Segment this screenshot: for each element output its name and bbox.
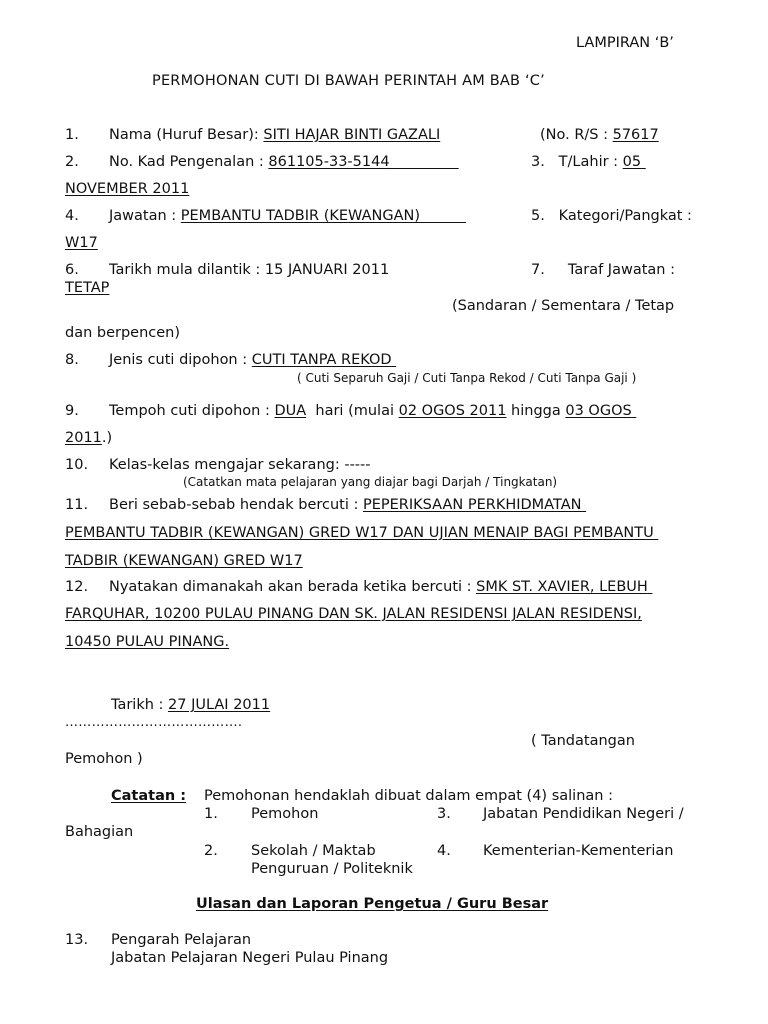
item-12: 12. Nyatakan dimanakah akan berada ketika bercuti : SMK ST. XAVIER, LEBUH <box>65 579 648 595</box>
name-field: SITI HAJAR BINTI GAZALI <box>263 127 441 143</box>
item-11: 11. Beri sebab-sebab hendak bercuti : PEPERIKSAAN PERKHIDMATAN <box>65 497 582 513</box>
item-13: 13. Pengarah Pelajaran <box>65 932 252 948</box>
lokasi-line-2: FARQUHAR, 10200 PULAU PINANG DAN SK. JALAN RESIDENSI JALAN RESIDENSI, <box>65 606 642 622</box>
item-2: 2. No. Kad Pengenalan : 861105-33-5144 <box>65 154 390 170</box>
pangkat-value: W17 <box>65 235 98 251</box>
catatan-item-1: Pemohon <box>251 806 319 822</box>
jenis-cuti-value: CUTI TANPA REKOD <box>251 352 392 368</box>
catatan-item-3-cont: Bahagian <box>65 824 134 840</box>
catatan-text: Pemohonan hendaklah dibuat dalam empat (4) salinan : <box>204 788 613 804</box>
signature-label-b: Pemohon ) <box>65 751 143 767</box>
item-9: 9. Tempoh cuti dipohon : DUA hari (mulai 02 OGOS 2011 hingga 03 OGOS <box>65 403 632 419</box>
tarikh-dilantik: 15 JANUARI 2011 <box>264 262 390 278</box>
lokasi-line-3: 10450 PULAU PINANG. <box>65 634 230 650</box>
item-5: 5. Kategori/Pangkat : <box>531 208 692 224</box>
item-8: 8. Jenis cuti dipohon : CUTI TANPA REKOD <box>65 352 392 368</box>
sebab-line-2: PEMBANTU TADBIR (KEWANGAN) GRED W17 DAN UJIAN MENAIP BAGI PEMBANTU <box>65 525 654 541</box>
item-6: 6. Tarikh mula dilantik : 15 JANUARI 2011 <box>65 262 390 278</box>
item-13-line-2: Jabatan Pelajaran Negeri Pulau Pinang <box>111 950 389 966</box>
taraf-value: TETAP <box>65 280 110 296</box>
catatan-item-2-cont: Penguruan / Politeknik <box>251 861 413 877</box>
taraf-note-b: dan berpencen) <box>65 325 181 341</box>
catatan-item-3: Jabatan Pendidikan Negeri / <box>483 806 684 822</box>
section-title: Ulasan dan Laporan Pengetua / Guru Besar <box>196 896 549 912</box>
tarikh-value: 27 JULAI 2011 <box>168 697 271 713</box>
taraf-note-a: (Sandaran / Sementara / Tetap <box>452 298 675 314</box>
rs-value: 57617 <box>612 127 659 143</box>
catatan-item-2: Sekolah / Maktab <box>251 843 376 859</box>
form-title: PERMOHONAN CUTI DI BAWAH PERINTAH AM BAB ‘C’ <box>152 73 545 89</box>
jenis-cuti-note: ( Cuti Separuh Gaji / Cuti Tanpa Rekod / Cuti Tanpa Gaji ) <box>297 371 637 385</box>
catatan-num-4: 4. <box>437 843 451 859</box>
item-7: 7. Taraf Jawatan : <box>531 262 675 278</box>
item-1: 1. Nama (Huruf Besar): SITI HAJAR BINTI GAZALI <box>65 127 441 143</box>
catatan-num-3: 3. <box>437 806 451 822</box>
sebab-line-3: TADBIR (KEWANGAN) GRED W17 <box>65 553 303 569</box>
jawatan-field: PEMBANTU TADBIR (KEWANGAN) <box>180 208 421 224</box>
tarikh-line: Tarikh : 27 JULAI 2011 <box>111 697 271 713</box>
ic-field: 861105-33-5144 <box>268 154 390 170</box>
item-10: 10. Kelas-kelas mengajar sekarang: ----- <box>65 457 371 473</box>
signature-label-a: ( Tandatangan <box>531 733 635 749</box>
tempoh-line-2: 2011.) <box>65 430 113 446</box>
catatan-label: Catatan : <box>111 788 187 804</box>
item-4: 4. Jawatan : PEMBANTU TADBIR (KEWANGAN) <box>65 208 421 224</box>
catatan-num-2: 2. <box>204 843 218 859</box>
catatan-num-1: 1. <box>204 806 218 822</box>
item-3: 3. T/Lahir : 05 <box>531 154 642 170</box>
catatan-item-4: Kementerian-Kementerian <box>483 843 674 859</box>
dob-line-2: NOVEMBER 2011 <box>65 181 190 197</box>
lampiran-label: LAMPIRAN ‘B’ <box>576 35 674 51</box>
signature-dots: …………………………………. <box>65 715 243 730</box>
rs-number: (No. R/S : 57617 <box>540 127 659 143</box>
kelas-note: (Catatkan mata pelajaran yang diajar bagi Darjah / Tingkatan) <box>183 475 558 489</box>
